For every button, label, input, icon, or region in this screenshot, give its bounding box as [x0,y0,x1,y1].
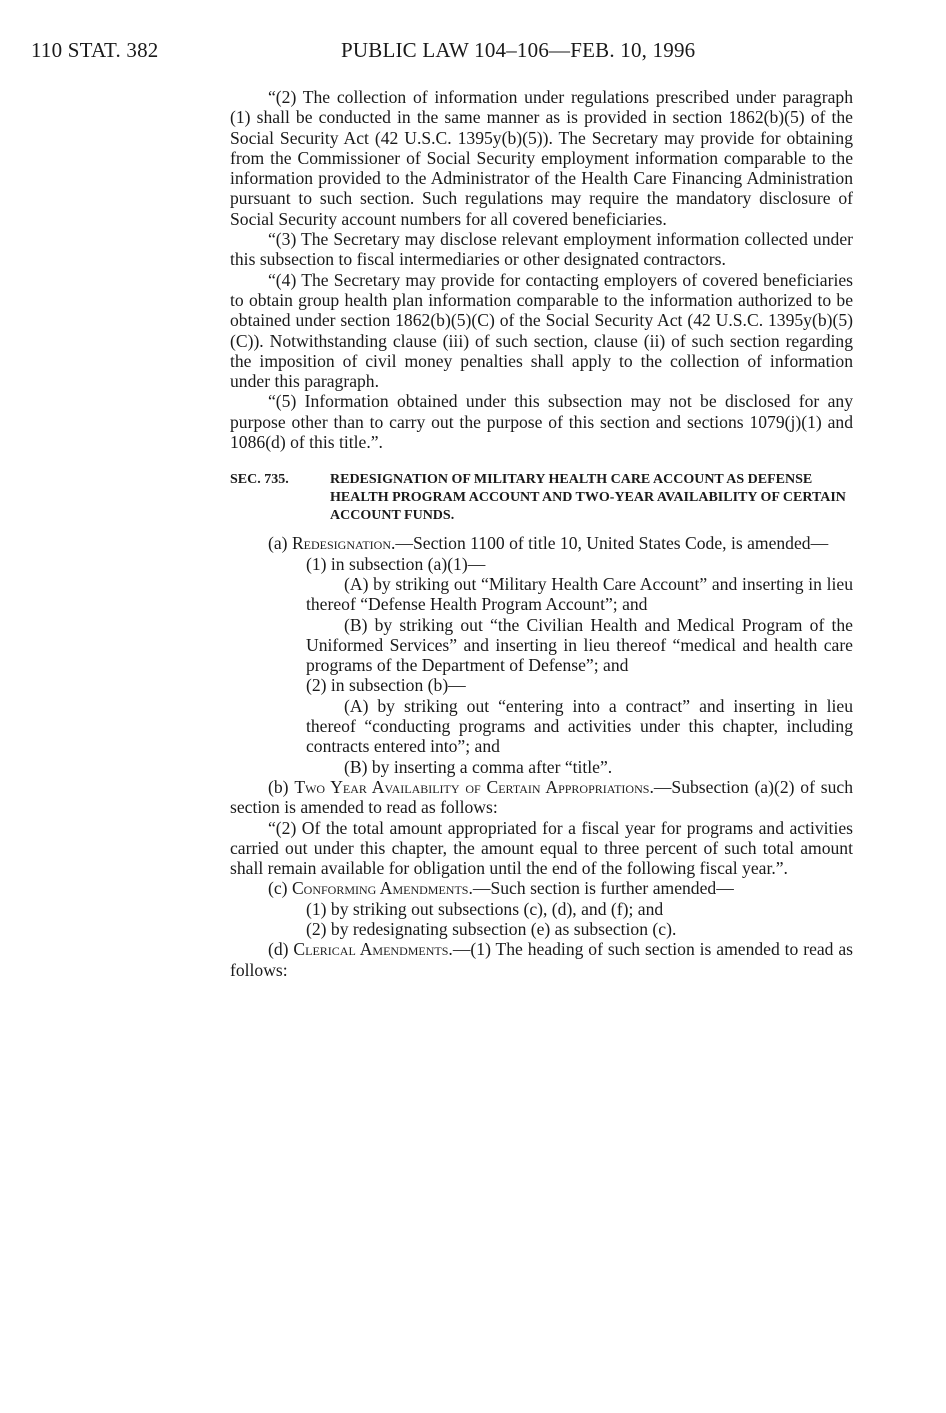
subsection-a-item-1b: (B) by striking out “the Civilian Health and Medical Program of the Uniformed Services” and inserting in lieu thereof “medical and health care programs of the Department of Defense”; and [306,614,853,676]
section-number: SEC. 735. [230,472,289,488]
quoted-paragraph-5: “(5) Information obtained under this subsection may not be disclosed for any purpose other than to carry out the purpose of this section and sections 1079(j)(1) and 1086(d) of this title.”. [230,391,853,453]
subsection-a-heading: Redesignation [291,533,391,554]
subsection-a-item-2: (2) in subsection (b)— [306,675,466,696]
public-law-reference: PUBLIC LAW 104–106—FEB. 10, 1996 [341,38,696,62]
quoted-paragraph-3: “(3) The Secretary may disclose relevant employment information collected under this subsection to fiscal intermediaries or other designated contractors. [230,229,853,270]
subsection-c-heading: Conforming Amendments [291,878,469,899]
subsection-d [230,939,853,980]
quoted-paragraph-4: “(4) The Secretary may provide for contacting employers of covered beneficiaries to obtain group health plan information comparable to the information authorized to be obtained under section 1862(b)(5)(C) of the Social Security Act (42 U.S.C. 1395y(b)(5)(C)). Notwithstanding clause (iii) of such section, clause (ii) of such section regarding the imposition of civil money penalties shall apply to the collection of information under this paragraph. [230,269,853,392]
subsection-c-label: (c) [268,878,292,899]
subsection-c [230,878,853,898]
stat-page-reference: 110 STAT. 382 [31,38,159,62]
subsection-c-text: .—Such section is further amended— [468,878,734,899]
subsection-a-item-2b: (B) by inserting a comma after “title”. [344,756,613,777]
statute-body [230,87,853,980]
section-title: REDESIGNATION OF MILITARY HEALTH CARE ACCOUNT AS DEFENSE HEALTH PROGRAM ACCOUNT AND TWO-YEAR AVAILABILITY OF CERTAIN ACCOUNT FUNDS. [330,472,846,524]
section-heading [230,471,853,525]
subsection-c-item-1: (1) by striking out subsections (c), (d), and (f); and [306,898,664,919]
subsection-b-label: (b) [268,776,295,797]
subsection-b-quoted-text: “(2) Of the total amount appropriated for a fiscal year for programs and activities carried out under this chapter, the amount equal to three percent of such total amount shall remain available for obligation until the end of the following fiscal year.”. [230,817,853,879]
subsection-a-label: (a) [268,533,292,554]
quoted-paragraph-2: “(2) The collection of information under regulations prescribed under paragraph (1) shall be conducted in the same manner as is provided in section 1862(b)(5) of the Social Security Act (42 U.S.C. 1395y(b)(5)). The Secretary may provide for obtaining from the Commissioner of Social Security employment information comparable to the information provided to the Administrator of the Health Care Financing Administration pursuant to such section. Such regulations may require the mandatory disclosure of Social Security account numbers for all covered beneficiaries. [230,87,853,229]
subsection-a [230,533,853,553]
subsection-b-heading: Two Year Availability of Certain Appropriations [294,776,650,797]
subsection-a-text: .—Section 1100 of title 10, United States Code, is amended— [391,533,829,554]
running-head [31,38,911,68]
subsection-d-label: (d) [268,939,294,960]
subsection-d-text: .—(1) The heading of such section is amended to read as follows: [230,939,854,980]
subsection-c-item-2: (2) by redesignating subsection (e) as subsection (c). [306,918,677,939]
subsection-a-item-2a: (A) by striking out “entering into a contract” and inserting in lieu thereof “conducting programs and activities under this chapter, including contracts entered into”; and [306,695,853,757]
subsection-b [230,777,853,818]
subsection-b-text: .—Subsection (a)(2) of such section is amended to read as follows: [230,776,853,818]
subsection-a-item-1: (1) in subsection (a)(1)— [306,553,486,574]
subsection-a-item-1a: (A) by striking out “Military Health Care Account” and inserting in lieu thereof “Defense Health Program Account”; and [306,573,853,615]
subsection-d-heading: Clerical Amendments [293,939,449,960]
